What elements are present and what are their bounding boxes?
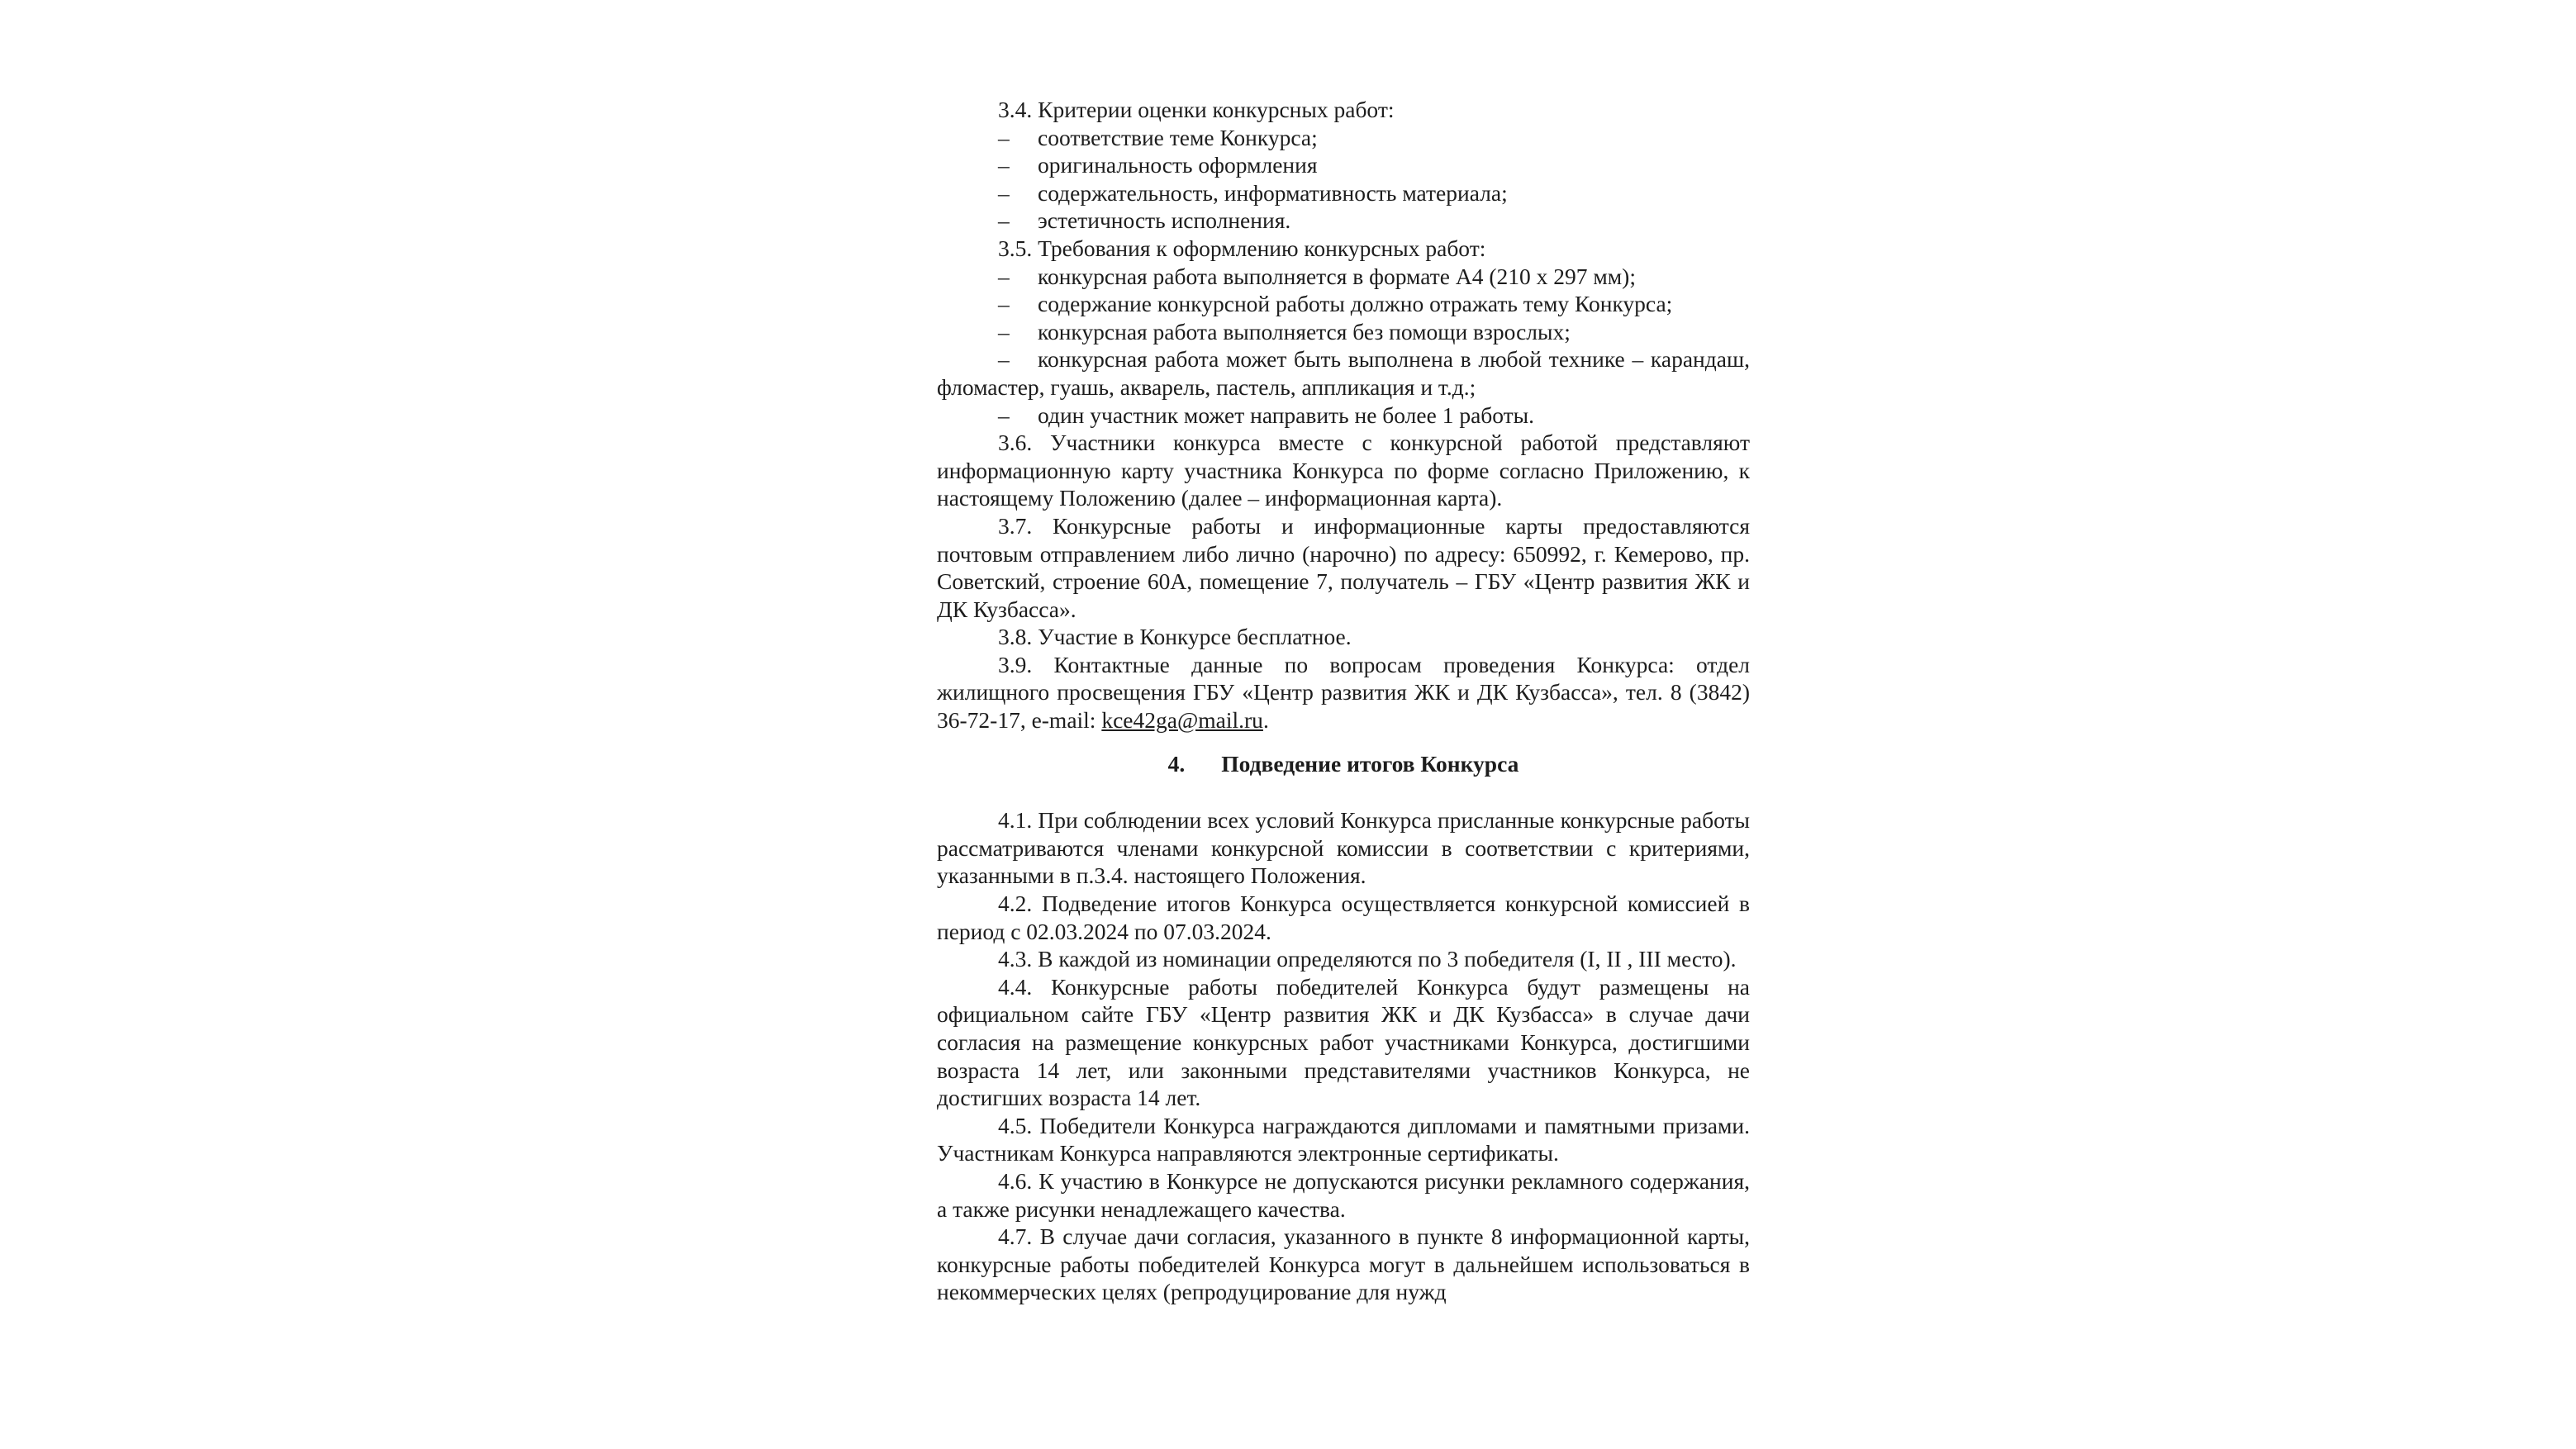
requirement-item: – содержание конкурсной работы должно отражать тему Конкурса; [998, 291, 1673, 317]
criteria-item: – эстетичность исполнения. [998, 207, 1291, 234]
clause-3-6: 3.6. Участники конкурса вместе с конкурсной работой представляют информационную карту участника Конкурса по форме согласно Приложению, к настоящему Положению (далее – информационная карта). [937, 430, 1750, 511]
criteria-item: – соответствие теме Конкурса; [998, 124, 1318, 150]
criteria-item: – оригинальность оформления [998, 152, 1318, 178]
document-body [937, 96, 1750, 1306]
clause-4-4: 4.4. Конкурсные работы победителей Конкурса будут размещены на официальном сайте ГБУ «Центр развития ЖК и ДК Кузбасса» в случае дачи согласия на размещение конкурсных работ участниками Конкурса, достигшими возраста 14 лет, или законными представителями участников Конкурса, не достигших возраста 14 лет. [937, 973, 1750, 1111]
clause-4-1: 4.1. При соблюдении всех условий Конкурса присланные конкурсные работы рассматриваются членами конкурсной комиссии в соответствии с критериями, указанными в п.3.4. настоящего Положения. [937, 807, 1750, 889]
clause-4-3: 4.3. В каждой из номинации определяются по 3 победителя (I, II , III место). [998, 946, 1737, 972]
contact-email-link[interactable]: kce42ga@mail.ru [1101, 707, 1263, 734]
clause-4-2: 4.2. Подведение итогов Конкурса осуществляется конкурсной комиссией в период с 02.03.2024 по 07.03.2024. [937, 891, 1750, 944]
clause-4-5: 4.5. Победители Конкурса награждаются дипломами и памятными призами. Участникам Конкурса направляются электронные сертификаты. [937, 1112, 1750, 1166]
clause-3-8: 3.8. Участие в Конкурсе бесплатное. [998, 624, 1352, 650]
clause-4-6: 4.6. К участию в Конкурсе не допускаются рисунки рекламного содержания, а также рисунки ненадлежащего качества. [937, 1167, 1750, 1222]
requirement-item: – конкурсная работа может быть выполнена в любой технике – карандаш, фломастер, гуашь, акварель, пастель, аппликация и т.д.; [937, 346, 1750, 400]
section-title: Подведение итогов Конкурса [1221, 750, 1519, 777]
section-number: 4. [1167, 750, 1186, 777]
requirement-item: – конкурсная работа выполняется в формате А4 (210 х 297 мм); [998, 263, 1636, 289]
clause-3-5: 3.5. Требования к оформлению конкурсных работ: [998, 235, 1486, 261]
clause-4-7: 4.7. В случае дачи согласия, указанного в пункте 8 информационной карты, конкурсные работы победителей Конкурса могут в дальнейшем использоваться в некоммерческих целях (репродуцирование для нужд [937, 1223, 1750, 1305]
criteria-item: – содержательность, информативность материала; [998, 179, 1508, 206]
requirement-item: – конкурсная работа выполняется без помощи взрослых; [998, 318, 1571, 344]
clause-3-9: 3.9. Контактные данные по вопросам проведения Конкурса: отдел жилищного просвещения ГБУ «Центр развития ЖК и ДК Кузбасса», тел. 8 (3842) 36-72-17, e-mail: kce42ga@mail.ru. [937, 651, 1750, 734]
clause-3-7: 3.7. Конкурсные работы и информационные карты предоставляются почтовым отправлением либо лично (нарочно) по адресу: 650992, г. Кемерово, пр. Советский, строение 60А, помещение 7, получатель – ГБУ «Центр развития ЖК и ДК Кузбасса». [937, 512, 1750, 622]
clause-3-4: 3.4. Критерии оценки конкурсных работ: [998, 97, 1395, 122]
requirement-item: – один участник может направить не более 1 работы. [998, 401, 1535, 428]
section-4-heading [937, 750, 1750, 778]
